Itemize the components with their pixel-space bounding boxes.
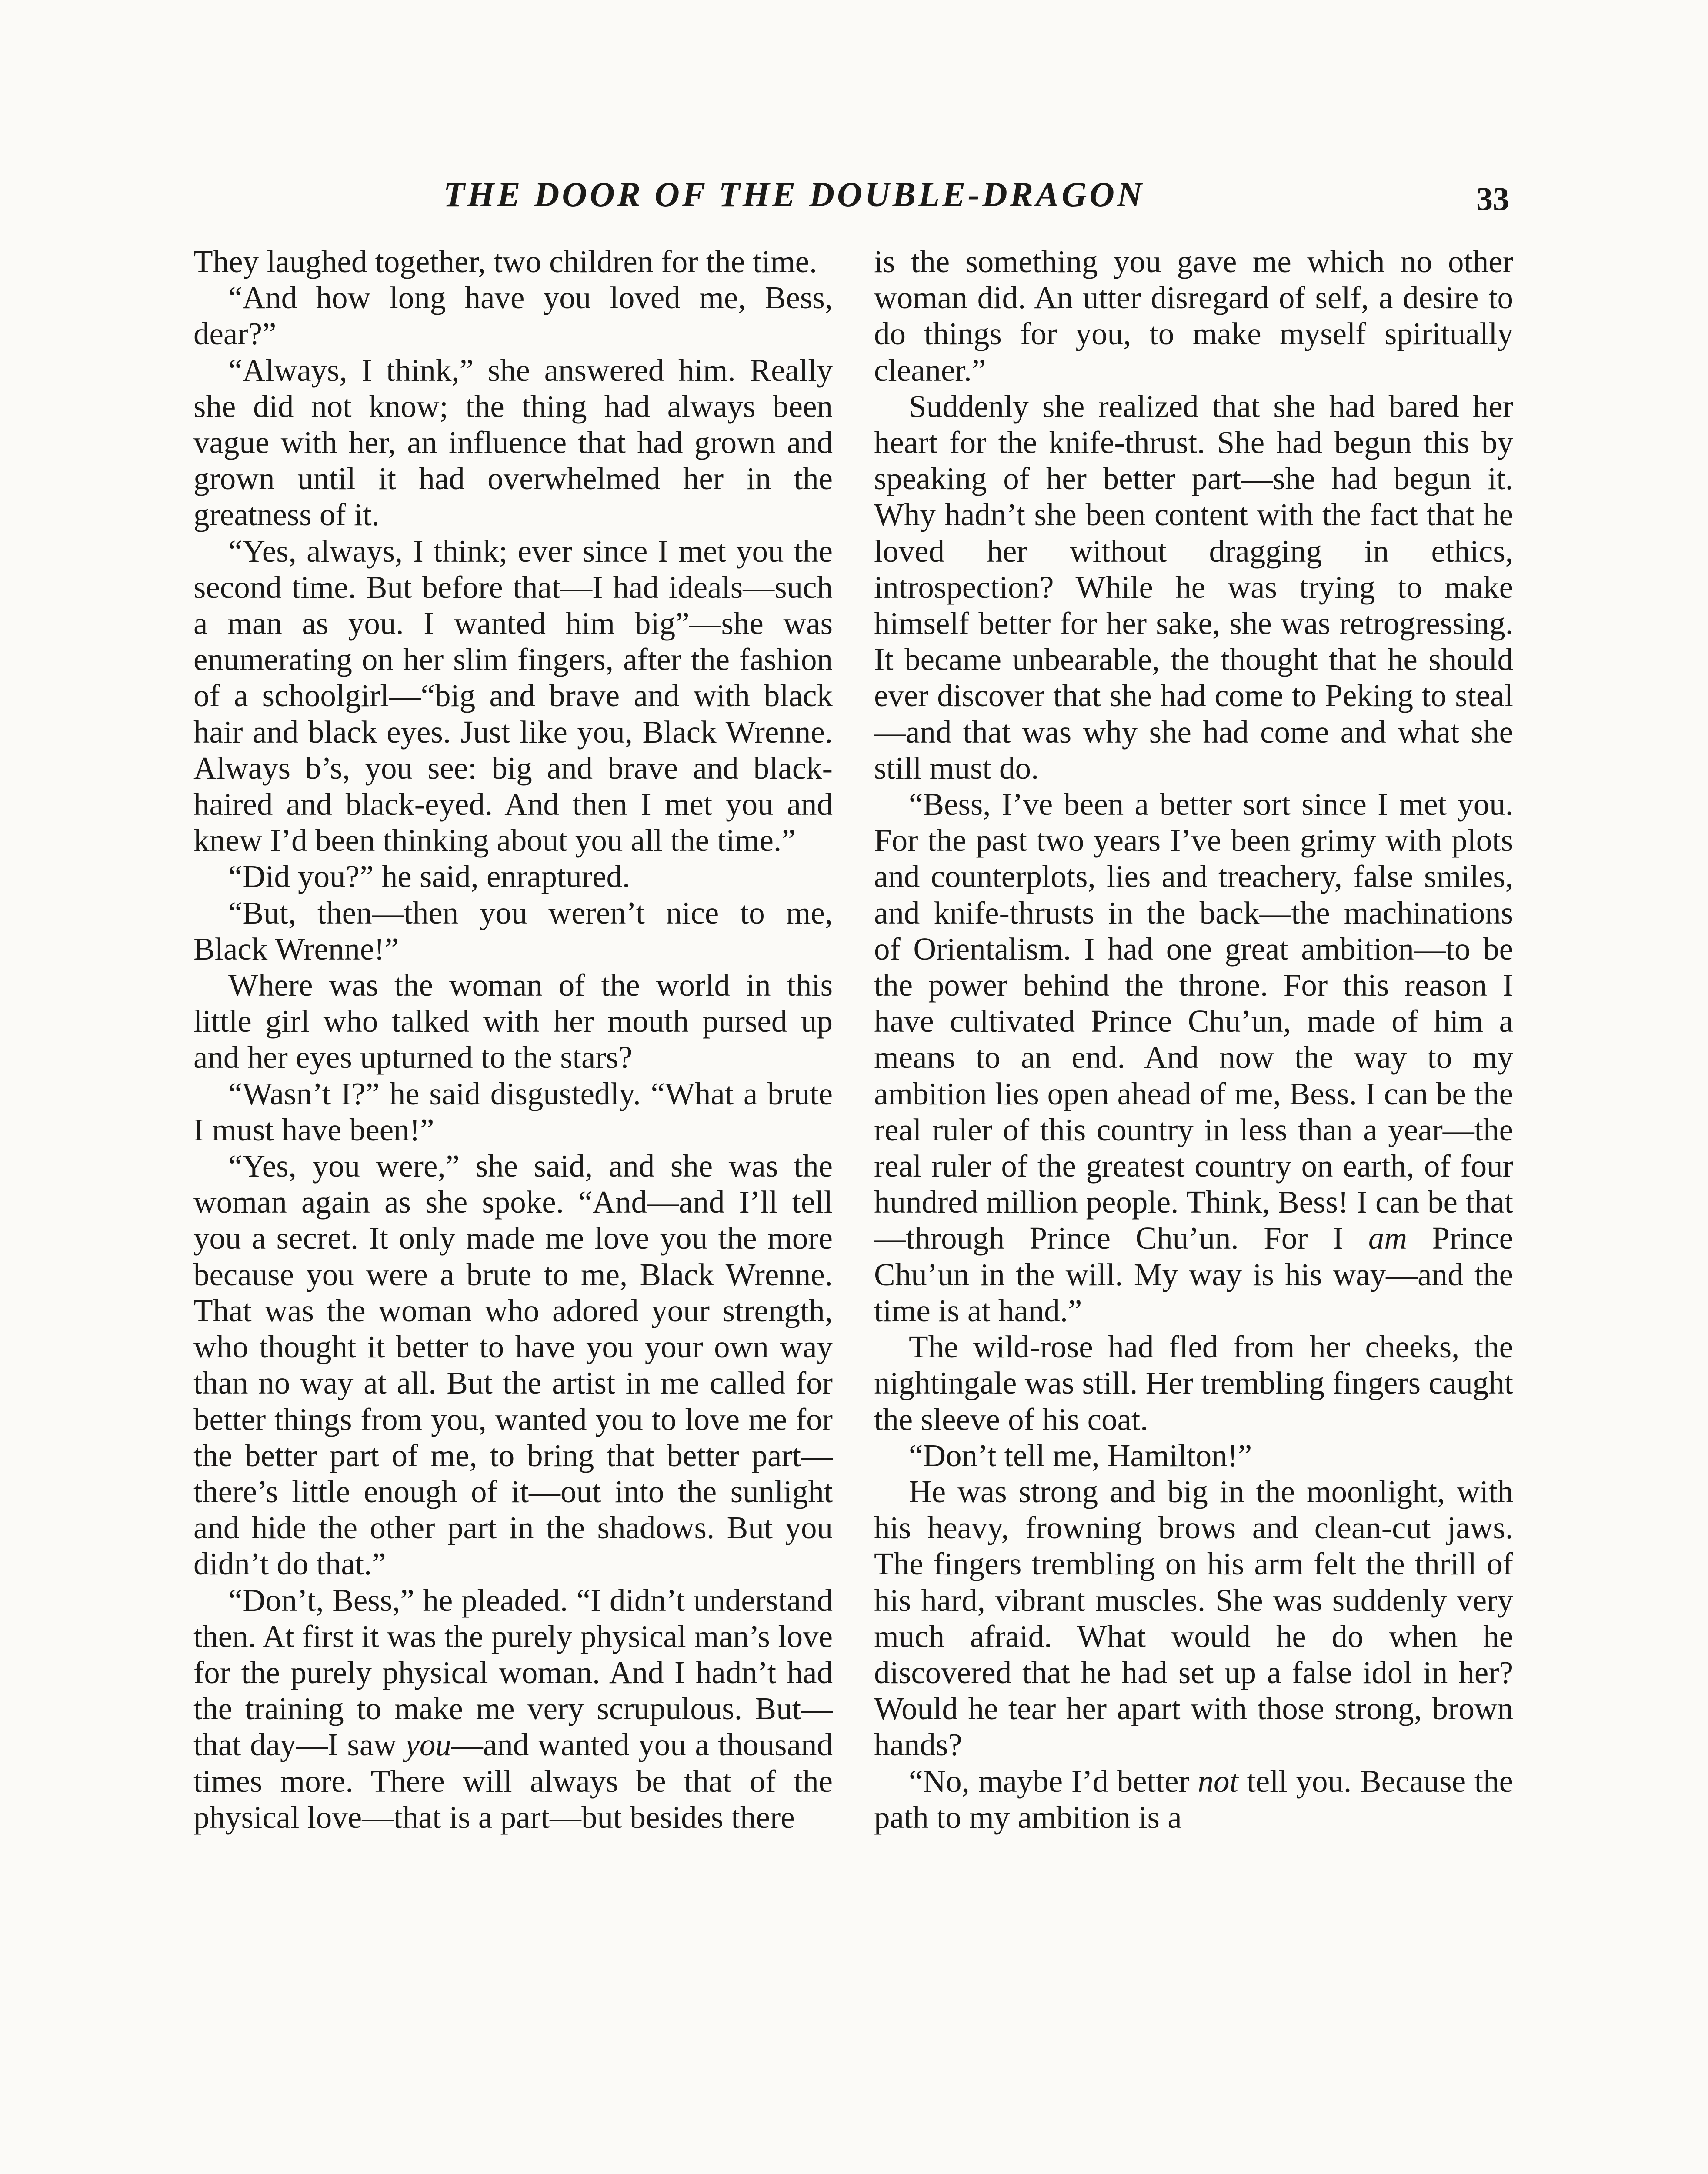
- running-title: THE DOOR OF THE DOUBLE-DRAGON: [444, 176, 1145, 214]
- text-run: tell you. Because the path to my ambition is a: [874, 1763, 1513, 1835]
- text-run: “No, maybe I’d better: [909, 1763, 1198, 1799]
- paragraph: They laughed together, two children for the time.: [193, 244, 817, 279]
- paragraph: [874, 1763, 1513, 1835]
- paragraph: “Yes, you were,” she said, and she was the woman again as she spoke. “And—and I’ll tell you a secret. It only made me love you the more because you were a brute to me, Black Wrenne. That was the woman who adored your strength, who thought it better to have you your own way than no way at all. But the artist in me called for better things from you, wanted you to love me for the better part of me, to bring that better part—there’s little enough of it—out into the sunlight and hide the other part in the shadows. But you didn’t do that.”: [193, 1148, 833, 1582]
- paragraph: “Did you?” he said, enraptured.: [228, 859, 630, 894]
- emphasis: am: [1368, 1220, 1408, 1256]
- paragraph: [193, 1582, 833, 1835]
- text-run: Prince Chu’un in the will. My way is his way—and the time is at hand.”: [874, 1220, 1513, 1328]
- paragraph: is the something you gave me which no other woman did. An utter disregard of self, a desire to do things for you, to make myself spiritually cleaner.”: [874, 244, 1513, 388]
- text-run: “Don’t, Bess,” he pleaded. “I didn’t understand then. At first it was the purely physical man’s love for the purely physical woman. And I hadn’t had the training to make me very scrupulous. But—that day—I saw: [193, 1582, 833, 1763]
- emphasis: not: [1198, 1763, 1238, 1799]
- paragraph: Where was the woman of the world in this little girl who talked with her mouth pursed up and her eyes upturned to the stars?: [193, 967, 833, 1075]
- paragraph: [874, 786, 1513, 1329]
- paragraph: “Wasn’t I?” he said disgustedly. “What a brute I must have been!”: [193, 1076, 833, 1147]
- text-column-left: [193, 243, 833, 1835]
- paragraph: “Don’t tell me, Hamilton!”: [909, 1437, 1252, 1473]
- paragraph: The wild-rose had fled from her cheeks, the nightingale was still. Her trembling fingers caught the sleeve of his coat.: [874, 1329, 1513, 1437]
- text-run: —and wanted you a thousand times more. There will always be that of the physical love—that is a part—but besides there: [193, 1727, 833, 1835]
- paragraph: “But, then—then you weren’t nice to me, Black Wrenne!”: [193, 895, 833, 967]
- paragraph: “And how long have you loved me, Bess, dear?”: [193, 280, 833, 352]
- page-header: [0, 169, 1708, 221]
- paragraph: Suddenly she realized that she had bared her heart for the knife-thrust. She had begun this by speaking of her better part—she had begun it. Why hadn’t she been content with the fact that he loved her without dragging in ethics, introspection? While he was trying to make himself better for her sake, she was retrogressing. It became unbearable, the thought that he should ever discover that she had come to Peking to steal—and that was why she had come and what she still must do.: [874, 388, 1513, 786]
- text-column-right: [874, 243, 1513, 1835]
- page-number: 33: [1476, 181, 1509, 217]
- paragraph: He was strong and big in the moonlight, with his heavy, frowning brows and clean-cut jaws. The fingers trembling on his arm felt the thrill of his hard, vibrant muscles. She was suddenly very much afraid. What would he do when he discovered that he had set up a false idol in her? Would he tear her apart with those strong, brown hands?: [874, 1474, 1513, 1763]
- text-run: “Bess, I’ve been a better sort since I met you. For the past two years I’ve been grimy with plots and counterplots, lies and treachery, false smiles, and knife-thrusts in the back—the machinations of Orientalism. I had one great ambition—to be the power behind the throne. For this reason I have cultivated Prince Chu’un, made of him a means to an end. And now the way to my ambition lies open ahead of me, Bess. I can be the real ruler of this country in less than a year—the real ruler of the greatest country on earth, of four hundred million people. Think, Bess! I can be that—through Prince Chu’un. For I: [874, 787, 1513, 1256]
- emphasis: you: [405, 1727, 451, 1763]
- paragraph: “Yes, always, I think; ever since I met you the second time. But before that—I had ideals—such a man as you. I wanted him big”—she was enumerating on her slim fingers, after the fashion of a schoolgirl—“big and brave and with black hair and black eyes. Just like you, Black Wrenne. Always b’s, you see: big and brave and black-haired and black-eyed. And then I met you and knew I’d been thinking about you all the time.”: [193, 533, 833, 858]
- paragraph: “Always, I think,” she answered him. Really she did not know; the thing had always been vague with her, an influence that had grown and grown until it had overwhelmed her in the greatness of it.: [193, 352, 833, 533]
